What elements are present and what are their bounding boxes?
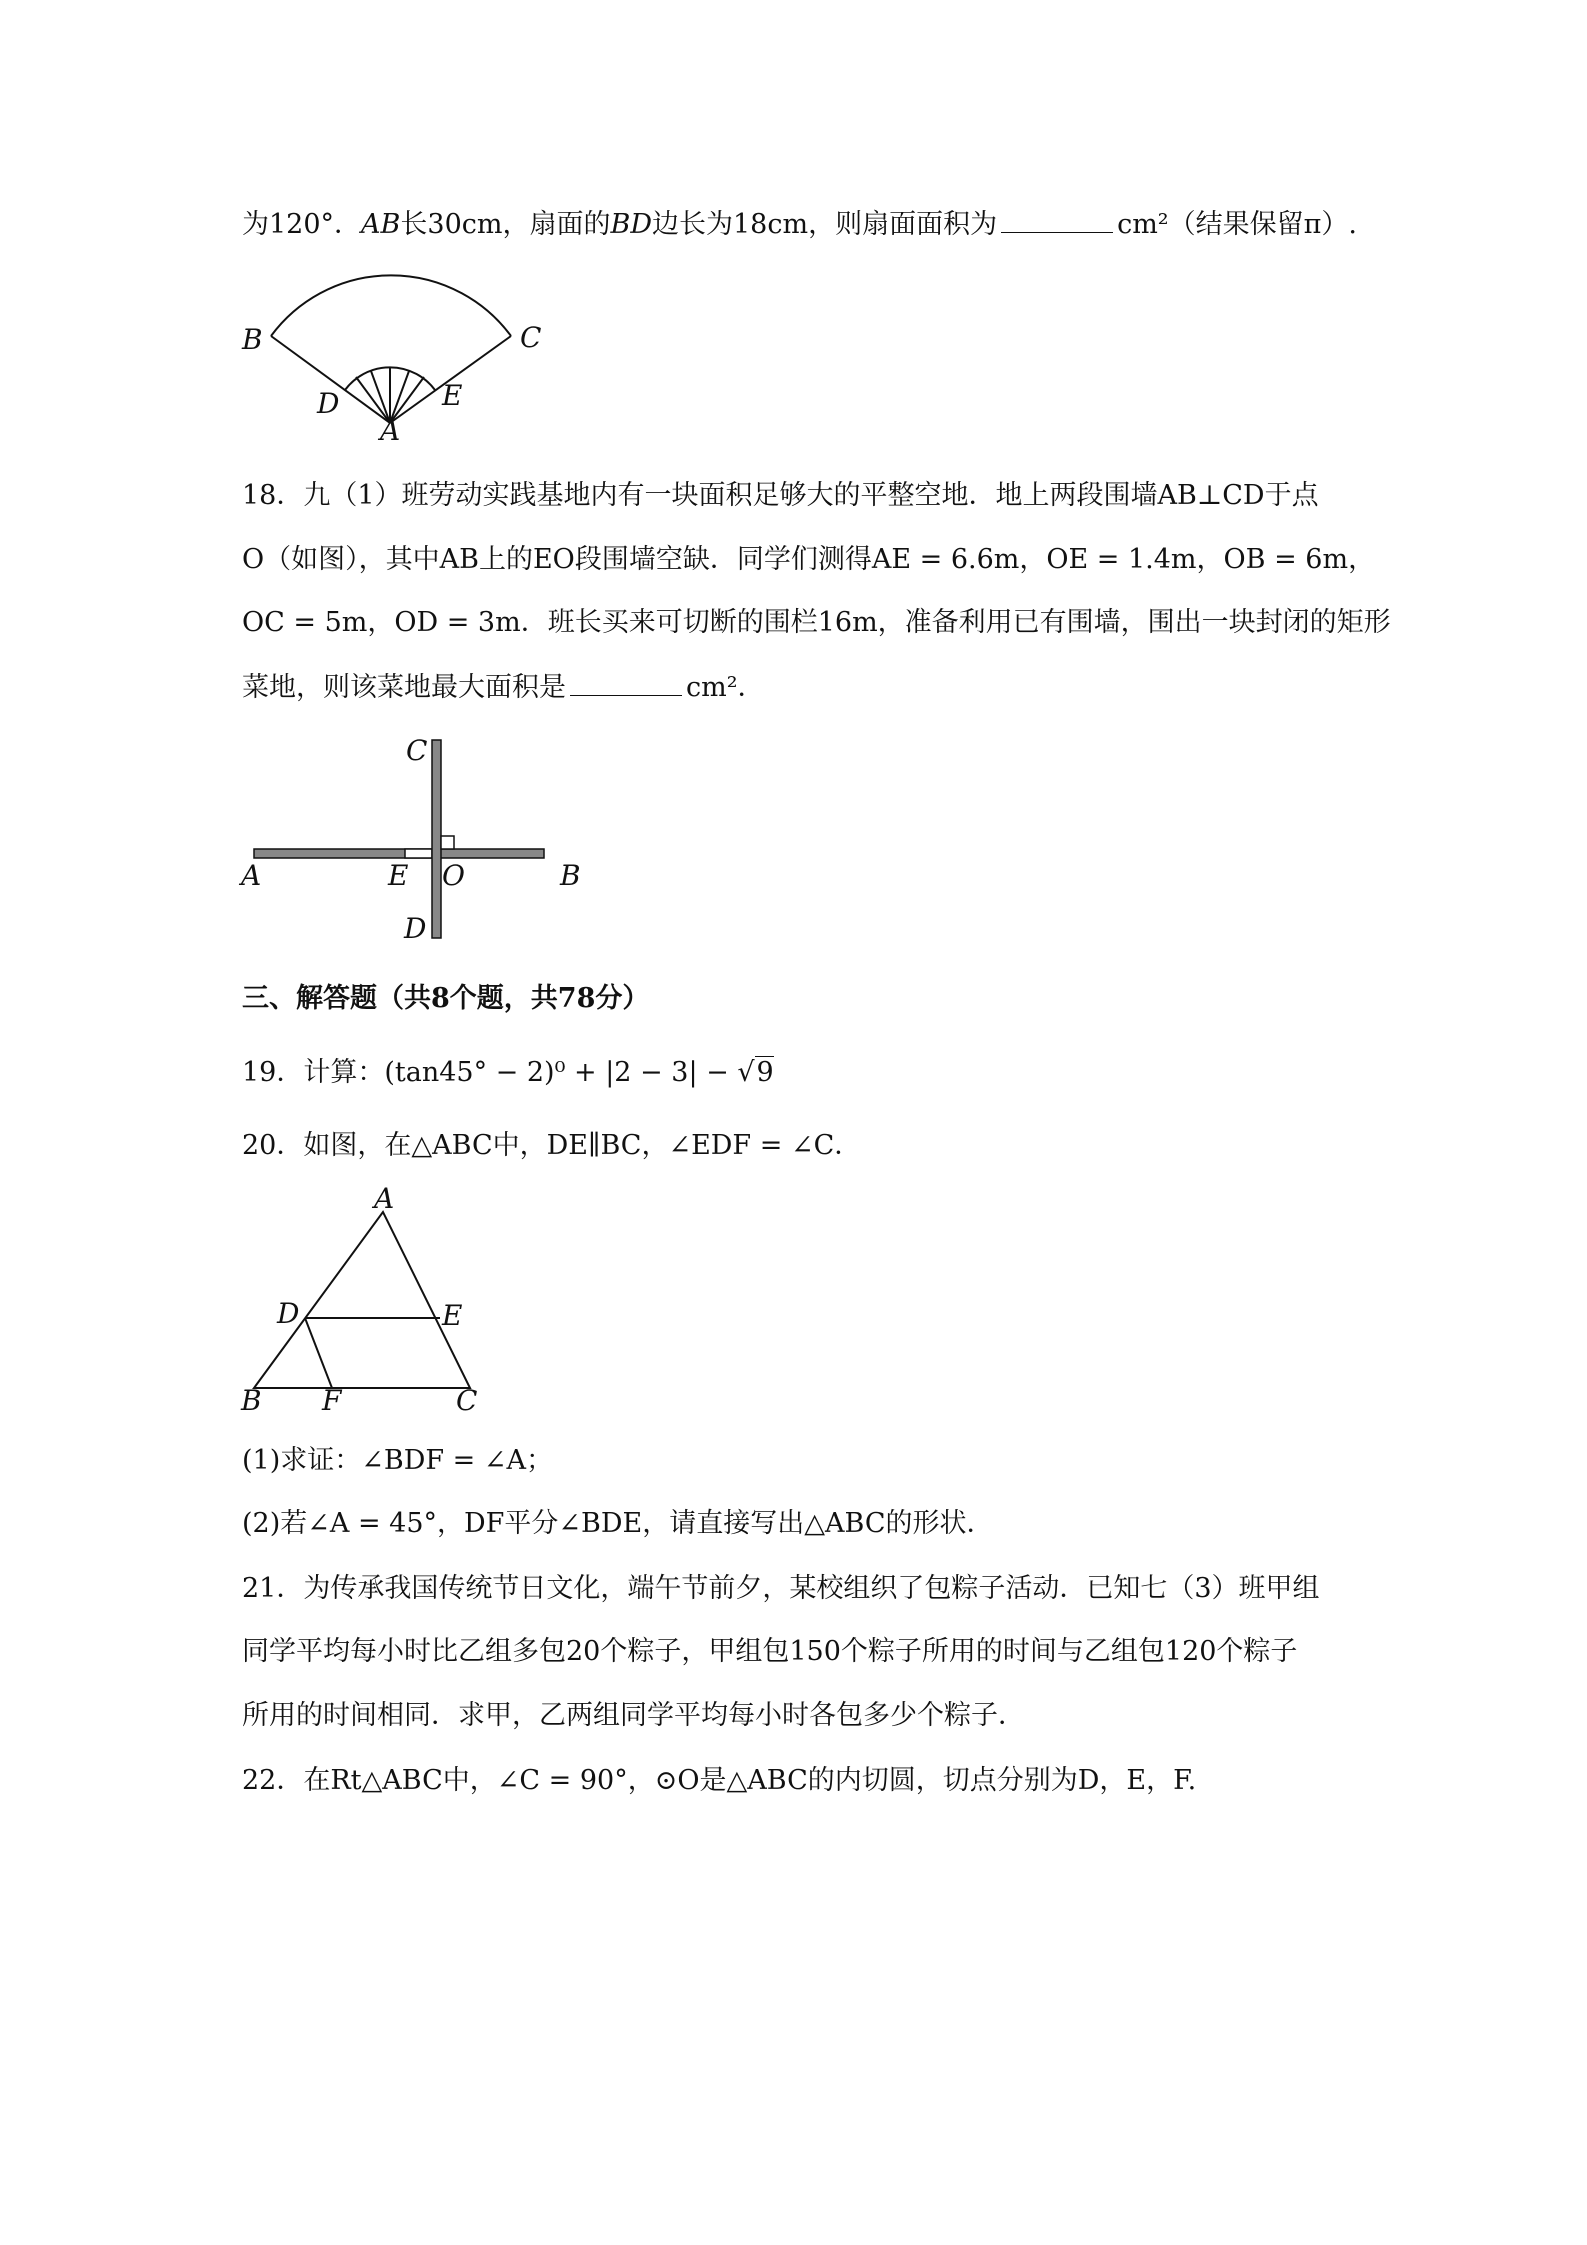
fan-outer-arc bbox=[271, 275, 511, 336]
triangle-label-a: A bbox=[374, 1182, 395, 1215]
q17-ab: AB bbox=[361, 209, 401, 240]
walls-label-b: B bbox=[560, 859, 581, 892]
q22-line-1: 22．在Rt△ABC中，∠C = 90°，⊙O是△ABC的内切圆，切点分别为D，E，F. bbox=[242, 1765, 1197, 1796]
q17-text-d: （结果保留π）. bbox=[1168, 209, 1357, 240]
wall-gap-eo bbox=[405, 849, 432, 858]
q18-line-1: 18．九（1）班劳动实践基地内有一块面积足够大的平整空地．地上两段围墙AB⊥CD于点 bbox=[242, 480, 1319, 511]
q20-part-2: (2)若∠A = 45°，DF平分∠BDE，请直接写出△ABC的形状． bbox=[242, 1508, 994, 1539]
fan-label-a: A bbox=[380, 414, 401, 447]
q17-text-c: 边长为18cm，则扇面面积为 bbox=[651, 209, 998, 240]
wall-ab bbox=[254, 849, 544, 858]
q19-line bbox=[242, 1055, 774, 1091]
q17-text-b: 长30cm，扇面的 bbox=[400, 209, 611, 240]
q17-text-line bbox=[242, 206, 1357, 243]
triangle-figure bbox=[240, 1182, 500, 1417]
section-3-title: 三、解答题（共8个题，共78分） bbox=[242, 983, 650, 1014]
q19-prefix: 19．计算： bbox=[242, 1057, 385, 1088]
walls-label-c: C bbox=[406, 734, 428, 767]
walls-label-e: E bbox=[388, 859, 409, 892]
q21-line-1: 21．为传承我国传统节日文化，端午节前夕，某校组织了包粽子活动．已知七（3）班甲组 bbox=[242, 1573, 1320, 1604]
q20-statement: 20．如图，在△ABC中，DE∥BC，∠EDF = ∠C． bbox=[242, 1130, 862, 1161]
segment-df bbox=[305, 1318, 332, 1388]
walls-label-o: O bbox=[442, 859, 465, 892]
q19-expression: (tan45° − 2)⁰ + |2 − 3| − √ bbox=[384, 1057, 755, 1088]
q19-radicand: 9 bbox=[756, 1057, 774, 1088]
q18-line-4 bbox=[242, 669, 765, 706]
q17-text-a: 为120°． bbox=[242, 209, 362, 240]
q18-answer-blank[interactable] bbox=[570, 669, 682, 696]
triangle-label-f: F bbox=[322, 1384, 342, 1417]
q18-text-a: 菜地，则该菜地最大面积是 bbox=[242, 672, 566, 703]
fan-label-c: C bbox=[520, 321, 542, 354]
walls-label-a: A bbox=[241, 859, 262, 892]
fan-label-b: B bbox=[242, 323, 263, 356]
fan-label-e: E bbox=[442, 379, 463, 412]
fan-label-d: D bbox=[317, 387, 340, 420]
q17-answer-blank[interactable] bbox=[1001, 206, 1113, 233]
triangle-label-b: B bbox=[241, 1384, 262, 1417]
q18-line-3: OC = 5m，OD = 3m．班长买来可切断的围栏16m，准备利用已有围墙，围出一块封闭的矩形 bbox=[242, 607, 1391, 638]
triangle-label-d: D bbox=[277, 1297, 300, 1330]
wall-cd bbox=[432, 740, 441, 938]
walls-figure bbox=[240, 730, 600, 950]
right-angle-mark bbox=[441, 836, 454, 849]
q18-unit: cm²． bbox=[686, 672, 765, 703]
walls-label-d: D bbox=[404, 912, 427, 945]
triangle-label-e: E bbox=[442, 1299, 463, 1332]
q18-line-2: O（如图），其中AB上的EO段围墙空缺．同学们测得AE = 6.6m，OE = 1.4m，OB = 6m， bbox=[242, 544, 1376, 575]
q17-unit: cm² bbox=[1117, 209, 1169, 240]
q21-line-3: 所用的时间相同．求甲，乙两组同学平均每小时各包多少个粽子． bbox=[242, 1700, 1025, 1731]
q17-bd: BD bbox=[610, 209, 652, 240]
q20-part-1: (1)求证：∠BDF = ∠A； bbox=[242, 1445, 554, 1476]
fan-figure bbox=[240, 265, 570, 455]
q21-line-2: 同学平均每小时比乙组多包20个粽子，甲组包150个粽子所用的时间与乙组包120个粽子 bbox=[242, 1636, 1298, 1667]
triangle-label-c: C bbox=[456, 1384, 478, 1417]
